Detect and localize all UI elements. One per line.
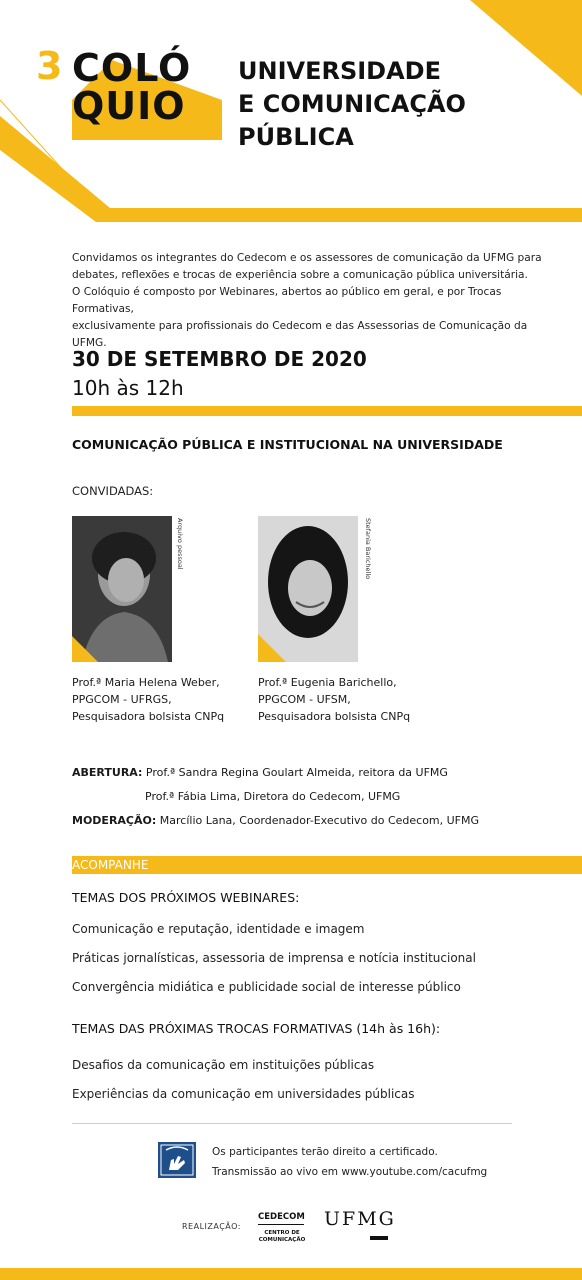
guest-caption xyxy=(258,674,428,725)
photo-credit: Stefania Barichello xyxy=(364,518,372,580)
edition-number: 3 xyxy=(36,44,63,88)
ufmg-underline xyxy=(370,1236,388,1240)
opening-line xyxy=(72,766,448,779)
guest-photo xyxy=(258,516,358,662)
guest-role: Pesquisadora bolsista CNPq xyxy=(258,710,411,723)
bottom-band xyxy=(0,1268,582,1280)
title-line-3: PÚBLICA xyxy=(238,123,354,151)
webinar-topic: Convergência midiática e publicidade social de interesse público xyxy=(72,980,461,994)
opening-speaker-2: Prof.ª Fábia Lima, Diretora do Cedecom, UFMG xyxy=(145,790,401,803)
moderator: Marcílio Lana, Coordenador-Executivo do Cedecom, UFMG xyxy=(159,814,480,827)
guest-name: Prof.ª Eugenia Barichello, xyxy=(258,676,397,689)
title-line-1: UNIVERSIDADE xyxy=(238,57,441,85)
opening-label: ABERTURA: xyxy=(72,766,143,779)
portrait-silhouette xyxy=(72,516,172,662)
trocas-topic: Desafios da comunicação em instituições públicas xyxy=(72,1058,375,1072)
title-line-2: E COMUNICAÇÃO xyxy=(238,90,466,118)
intro-paragraph xyxy=(72,250,550,352)
trocas-heading: TEMAS DAS PRÓXIMAS TROCAS FORMATIVAS (14h às 16h): xyxy=(72,1021,441,1036)
sign-language-icon xyxy=(158,1142,196,1178)
cedecom-logo: CEDECOM xyxy=(258,1212,305,1222)
guests-label: CONVIDADAS: xyxy=(72,484,154,498)
moderation-line xyxy=(72,814,479,827)
event-title: COMUNICAÇÃO PÚBLICA E INSTITUCIONAL NA UNIVERSIDADE xyxy=(72,437,503,452)
footer-info xyxy=(212,1142,487,1182)
follow-bar xyxy=(72,856,582,874)
footer-divider xyxy=(72,1123,512,1124)
trocas-topic: Experiências da comunicação em universidades públicas xyxy=(72,1087,415,1101)
guest-name: Prof.ª Maria Helena Weber, xyxy=(72,676,220,689)
cedecom-subtitle: CENTRO DE COMUNICAÇÃO xyxy=(258,1230,306,1243)
certificate-note: Os participantes terão direito a certificado. xyxy=(212,1146,438,1158)
realization-label: REALIZAÇÃO: xyxy=(182,1222,241,1231)
webinars-heading: TEMAS DOS PRÓXIMOS WEBINARES: xyxy=(72,890,300,905)
event-date: 30 DE SETEMBRO DE 2020 xyxy=(72,347,367,371)
guest-affiliation: PPGCOM - UFSM, xyxy=(258,693,351,706)
guest-photo xyxy=(72,516,172,662)
guest-caption xyxy=(72,674,242,725)
guest-affiliation: PPGCOM - UFRGS, xyxy=(72,693,172,706)
logo-line-2: QUIO xyxy=(72,84,186,128)
photo-credit: Arquivo pessoal xyxy=(176,518,184,570)
guest-role: Pesquisadora bolsista CNPq xyxy=(72,710,225,723)
colloquium-logo xyxy=(72,40,222,140)
event-time: 10h às 12h xyxy=(72,376,184,400)
moderation-label: MODERAÇÃO: xyxy=(72,814,157,827)
ufmg-logo: UFMG xyxy=(324,1208,396,1230)
intro-line: exclusivamente para profissionais do Cedecom e das Assessorias de Comunicação da UFMG. xyxy=(72,320,528,349)
webinar-topic: Práticas jornalísticas, assessoria de imprensa e notícia institucional xyxy=(72,951,476,965)
intro-line: debates, reflexões e trocas de experiência sobre a comunicação pública universitária. xyxy=(72,269,528,281)
cedecom-rule xyxy=(258,1224,304,1225)
opening-speaker: Prof.ª Sandra Regina Goulart Almeida, reitora da UFMG xyxy=(145,766,448,779)
portrait-silhouette xyxy=(258,516,358,662)
intro-line: O Colóquio é composto por Webinares, abertos ao público em geral, e por Trocas Formativas, xyxy=(72,286,502,315)
intro-line: Convidamos os integrantes do Cedecom e os assessores de comunicação da UFMG para xyxy=(72,252,542,264)
follow-label: ACOMPANHE xyxy=(72,858,149,872)
webinar-topic: Comunicação e reputação, identidade e imagem xyxy=(72,922,365,936)
stream-link[interactable]: Transmissão ao vivo em www.youtube.com/cacufmg xyxy=(212,1166,488,1178)
divider-bar xyxy=(72,406,582,416)
logo-line-1: COLÓ xyxy=(72,46,192,90)
